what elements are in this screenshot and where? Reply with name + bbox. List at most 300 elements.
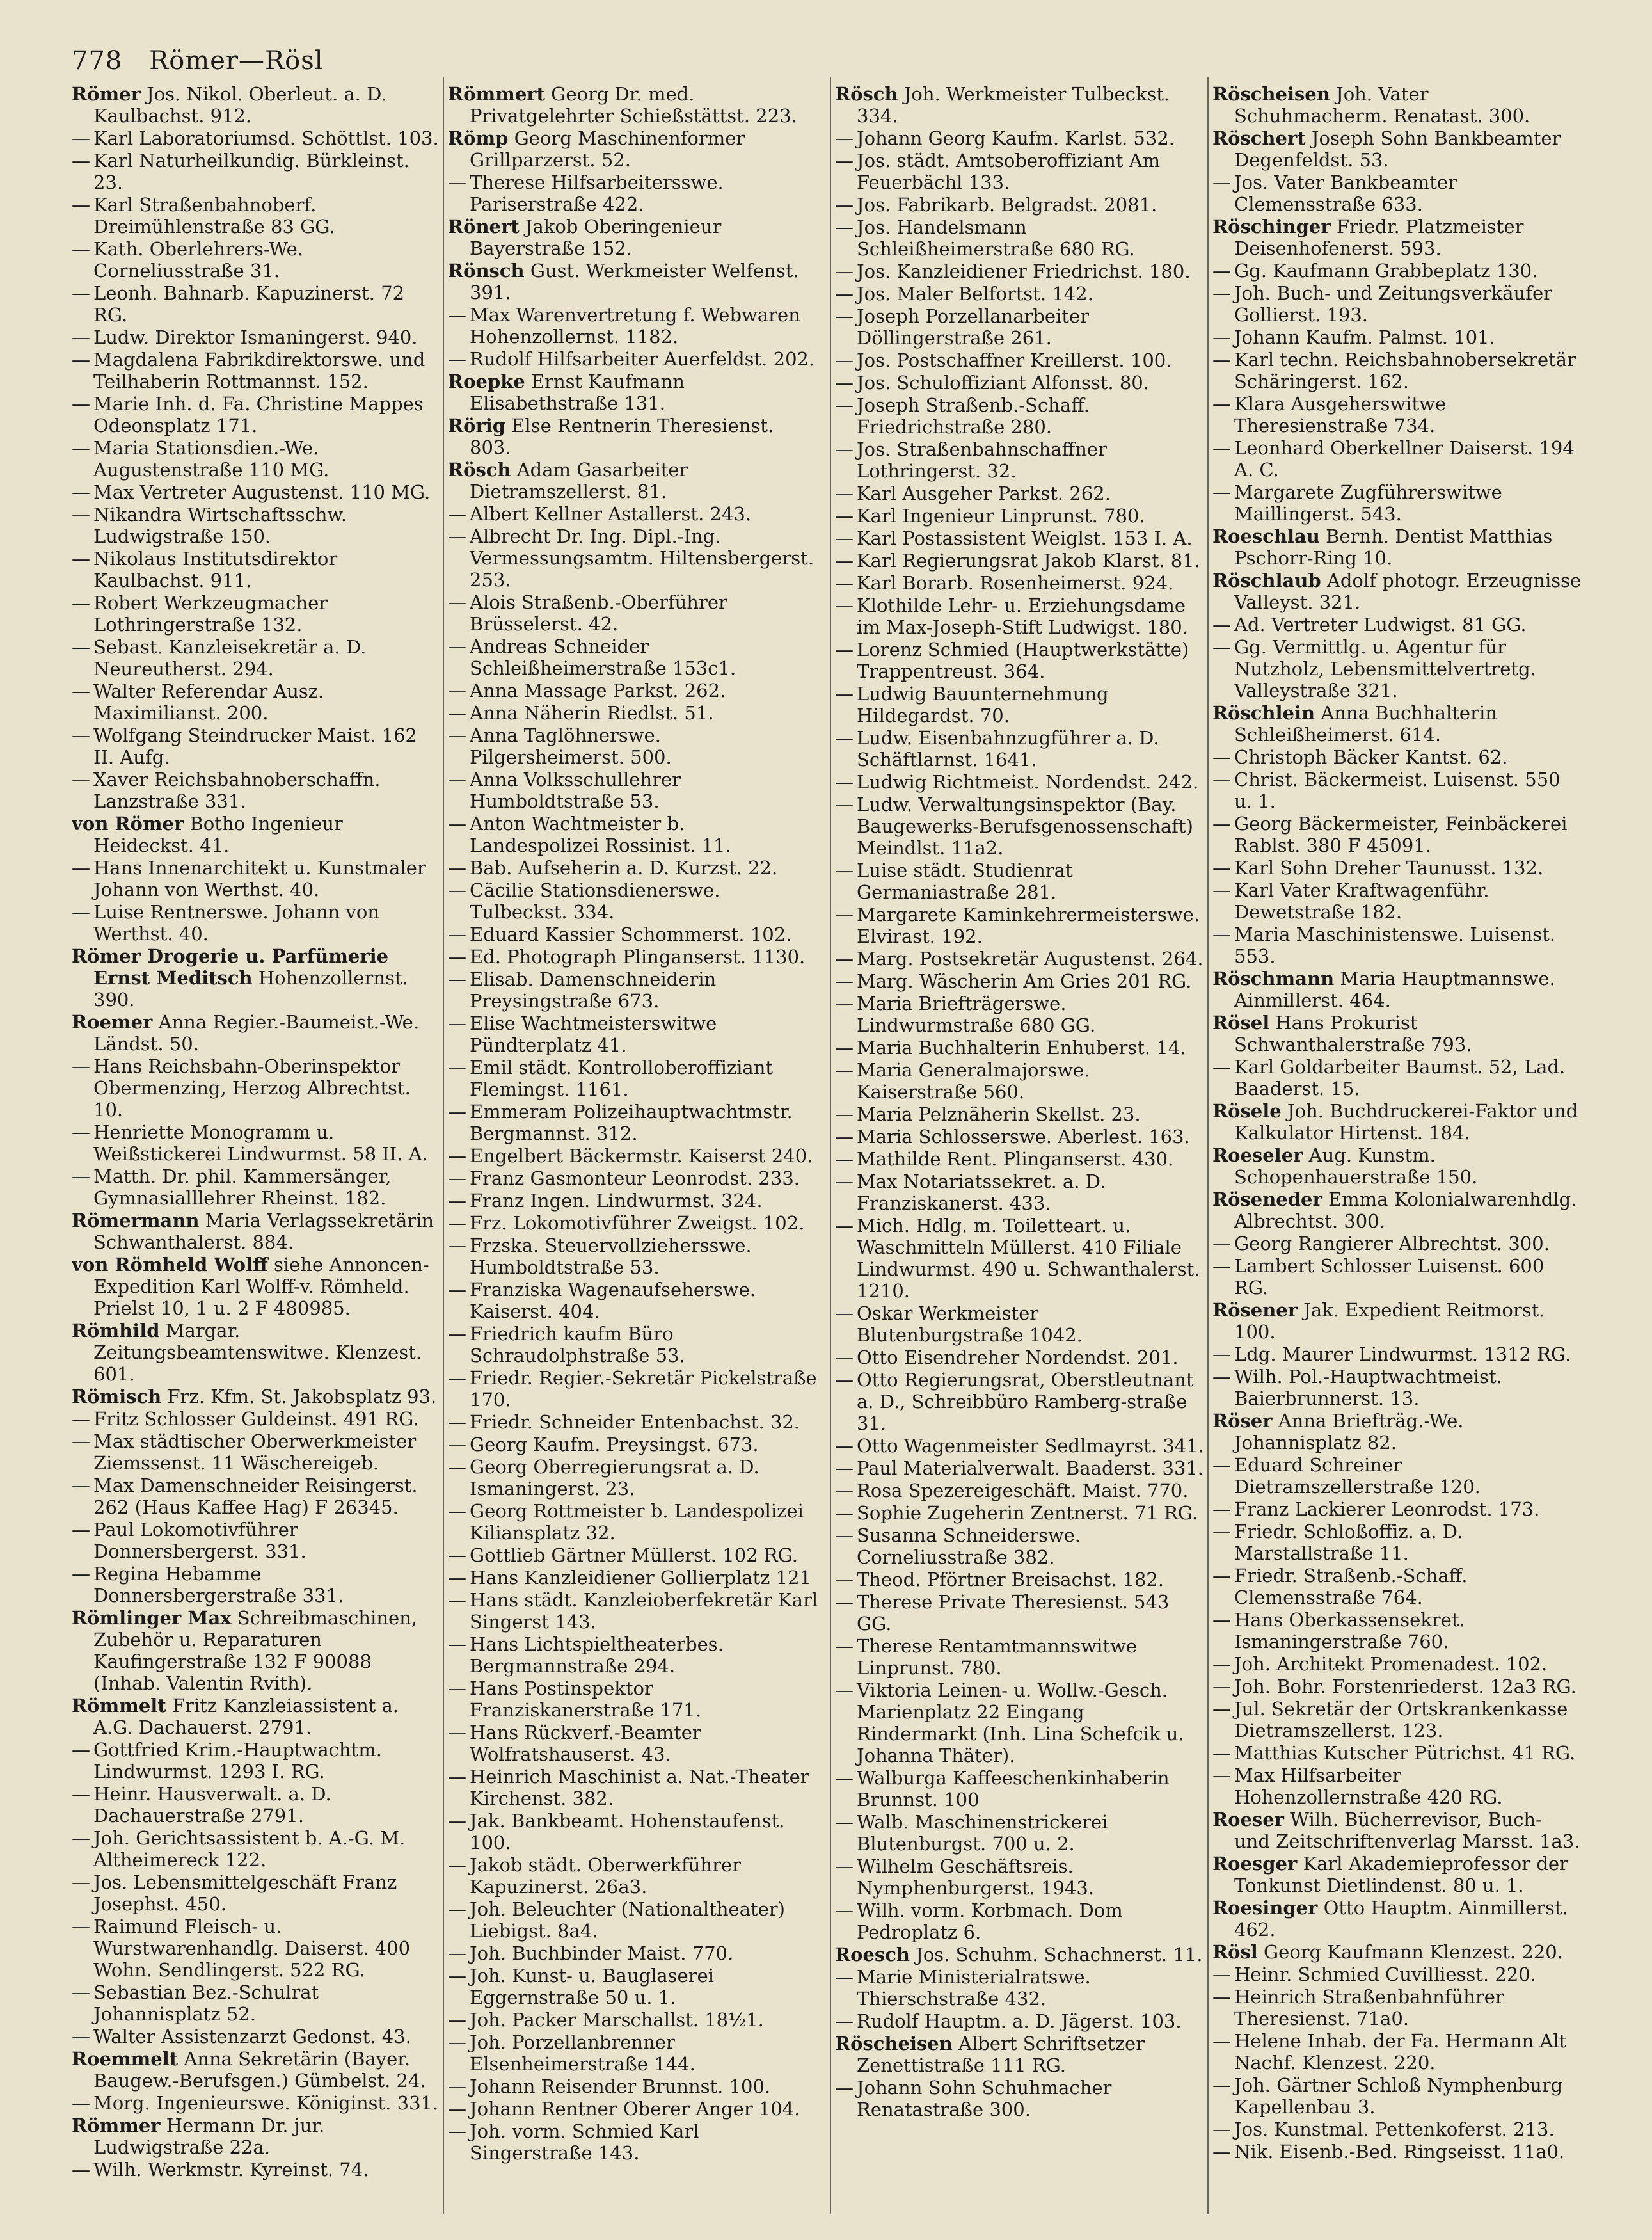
ditto-dash: —: [1212, 1653, 1231, 1675]
ditto-dash: —: [448, 1766, 466, 1788]
ditto-dash: —: [1212, 1742, 1231, 1764]
ditto-dash: —: [72, 857, 90, 879]
surname-heading: Röscheisen: [1212, 83, 1330, 105]
directory-entry: [448, 924, 819, 945]
directory-entry: [448, 1898, 819, 1942]
directory-entry: [835, 1524, 1206, 1568]
entry-text: Elisab. Damenschneiderin Preysingstraße 673.: [470, 968, 717, 1012]
directory-entry: [72, 1871, 443, 1915]
ditto-dash: —: [1212, 746, 1231, 768]
ditto-dash: —: [448, 813, 466, 835]
directory-entry: [448, 2009, 819, 2031]
surname-heading: von Römheld Wolff: [72, 1254, 268, 1276]
entry-text: Frz. Kfm. St. Jakobsplatz 93.: [167, 1386, 437, 1407]
entry-text: Walburga Kaffeeschenkinhaberin Brunnst. 100: [857, 1767, 1170, 1811]
ditto-dash: —: [72, 724, 90, 746]
directory-entry: [1212, 2074, 1584, 2118]
ditto-dash: —: [1212, 857, 1231, 879]
ditto-dash: —: [835, 1502, 854, 1524]
entry-text: Georg Kaufm. Preysingst. 673.: [470, 1434, 759, 1455]
entry-text: Rudolf Hauptm. a. D. Jägerst. 103.: [857, 2010, 1182, 2032]
entry-text: Matthias Kutscher Pütrichst. 41 RG.: [1234, 1742, 1576, 1764]
entry-text: Wilh. Werkmstr. Kyreinst. 74.: [93, 2159, 369, 2180]
entry-text: Max Damenschneider Reisingerst. 262 (Haus Kaffee Hag) F 26345.: [93, 1475, 418, 1518]
ditto-dash: —: [448, 1567, 466, 1588]
entry-text: Nikandra Wirtschaftsschw. Ludwigstraße 150.: [93, 504, 347, 547]
directory-entry: [835, 1457, 1206, 1479]
directory-entry: [72, 901, 443, 945]
ditto-dash: —: [72, 1563, 90, 1585]
directory-entry: [1212, 769, 1584, 812]
directory-entry: [1212, 2030, 1584, 2074]
directory-entry: [448, 857, 819, 879]
ditto-dash: —: [448, 1057, 466, 1078]
directory-entry: [448, 459, 819, 502]
directory-entry: [835, 2077, 1206, 2120]
directory-entry: [1212, 1853, 1584, 1896]
directory-entry: [835, 372, 1206, 394]
entry-text: Jos. Fabrikarb. Belgradst. 2081.: [857, 194, 1157, 216]
directory-entry: [448, 636, 819, 679]
surname-heading: Rörig: [448, 415, 506, 436]
entry-text: Franz Lackierer Leonrodst. 173.: [1234, 1498, 1540, 1520]
directory-entry: [72, 1386, 443, 1407]
directory-entry: [835, 127, 1206, 149]
entry-text: Frzska. Steuervollziehersswe. Humboldtstraße 53.: [470, 1235, 752, 1278]
ditto-dash: —: [448, 968, 466, 990]
entry-text: Aug. Kunstm. Schopenhauerstraße 150.: [1234, 1144, 1478, 1188]
entry-text: Jos. Kanzleidiener Friedrichst. 180.: [857, 260, 1191, 282]
directory-entry: [448, 879, 819, 923]
directory-entry: [835, 1215, 1206, 1302]
entry-text: Georg Rottmeister b. Landespolizei Kiliansplatz 32.: [470, 1500, 804, 1544]
entry-text: Heinr. Hausverwalt. a. D. Dachauerstraße 2791.: [93, 1783, 331, 1827]
directory-entry: [448, 1722, 819, 1765]
directory-entry: [1212, 1188, 1584, 1232]
directory-entry: [835, 1103, 1206, 1125]
entry-text: Gottfried Krim.-Hauptwachtm. Lindwurmst. 1293 I. RG.: [93, 1739, 382, 1782]
surname-heading: Roesch: [835, 1944, 910, 1965]
entry-text: Walb. Maschinenstrickerei Blutenburgst. 700 u. 2.: [857, 1811, 1108, 1855]
entry-text: Anna Regier.-Baumeist.-We. Ländst. 50.: [93, 1011, 420, 1055]
ditto-dash: —: [448, 1810, 466, 1832]
entry-text: Ludw. Eisenbahnzugführer a. D. Schäftlarnst. 1641.: [857, 727, 1159, 771]
directory-entry: [1212, 83, 1584, 127]
directory-entry: [835, 1679, 1206, 1766]
directory-entry: [835, 1347, 1206, 1368]
directory-entry: [448, 1810, 819, 1853]
entry-text: Georg Maschinenformer Grillparzerst. 52.: [470, 127, 745, 171]
entry-text: Luise Rentnerswe. Johann von Werthst. 40.: [93, 901, 379, 945]
directory-entry: [1212, 1609, 1584, 1652]
directory-entry: [72, 724, 443, 768]
entry-text: Nikolaus Institutsdirektor Kaulbachst. 911.: [93, 548, 338, 591]
entry-text: Jos. städt. Amtsoberoffiziant Am Feuerbächl 133.: [857, 150, 1161, 193]
directory-entry: [72, 548, 443, 591]
directory-entry: [835, 727, 1206, 771]
surname-heading: Römp: [448, 127, 509, 149]
entry-text: Anna Briefträg.-We. Johannisplatz 82.: [1234, 1410, 1464, 1453]
ditto-dash: —: [1212, 813, 1231, 835]
directory-entry: [1212, 857, 1584, 879]
entry-text: Georg Oberregierungsrat a. D. Ismaningerst. 23.: [470, 1456, 759, 1500]
column-divider: [443, 77, 444, 2214]
surname-heading: Römlinger Max: [72, 1607, 232, 1629]
entry-text: Johann Reisender Brunnst. 100.: [470, 2076, 771, 2097]
entry-text: Joh. Architekt Promenadest. 102.: [1234, 1653, 1548, 1675]
directory-entry: [448, 348, 819, 370]
ditto-dash: —: [448, 636, 466, 657]
entry-text: Georg Kaufmann Klenzest. 220.: [1264, 1941, 1563, 1963]
directory-entry: [1212, 813, 1584, 856]
ditto-dash: —: [835, 639, 854, 660]
directory-entry: [72, 1563, 443, 1606]
entry-text: Anton Wachtmeister b. Landespolizei Rossinist. 11.: [470, 813, 731, 856]
ditto-dash: —: [72, 150, 90, 172]
entry-text: Luise städt. Studienrat Germaniastraße 281.: [857, 860, 1073, 903]
entry-text: Anna Näherin Riedlst. 51.: [470, 702, 714, 724]
directory-entry: [448, 1766, 819, 1809]
ditto-dash: —: [1212, 1698, 1231, 1720]
directory-entry: [1212, 1012, 1584, 1055]
ditto-dash: —: [835, 1302, 854, 1324]
entry-text: Susanna Schneiderswe. Corneliusstraße 382.: [857, 1524, 1081, 1568]
ditto-dash: —: [72, 1739, 90, 1761]
entry-text: Friedr. Schloßoffiz. a. D. Marstallstraße 11.: [1234, 1521, 1463, 1564]
ditto-dash: —: [1212, 636, 1231, 658]
ditto-dash: —: [72, 769, 90, 790]
surname-heading: Rösch: [835, 83, 898, 105]
entry-text: Emma Kolonialwarenhdlg. Albrechtst. 300.: [1234, 1188, 1577, 1232]
entry-text: Jos. Vater Bankbeamter Clemensstraße 633.: [1234, 172, 1457, 215]
directory-entry: [72, 2092, 443, 2114]
entry-text: Albrecht Dr. Ing. Dipl.-Ing. Vermessungsamtm. Hiltensbergerst. 253.: [470, 525, 814, 591]
entry-text: Joh. Packer Marschallst. 18½1.: [470, 2009, 764, 2031]
ditto-dash: —: [835, 1347, 854, 1368]
ditto-dash: —: [72, 2026, 90, 2047]
entry-text: Elise Wachtmeisterswitwe Pündterplatz 41.: [470, 1012, 717, 1056]
entry-text: Joh. Kunst- u. Bauglaserei Eggernstraße 50 u. 1.: [470, 1965, 714, 2008]
entry-text: Otto Regierungsrat, Oberstleutnant a. D., Schreibbüro Ramberg-straße 31.: [857, 1369, 1194, 1434]
directory-entry: [72, 769, 443, 812]
directory-entry: [448, 2098, 819, 2120]
ditto-dash: —: [448, 1544, 466, 1566]
entry-text: Therese Rentamtmannswitwe Linprunst. 780.: [857, 1635, 1138, 1679]
directory-entry: [1212, 349, 1584, 392]
ditto-dash: —: [835, 572, 854, 594]
entry-text: Botho Ingenieur Heideckst. 41.: [93, 813, 343, 856]
entry-text: Margar. Zeitungsbeamtenswitwe. Klenzest. 601.: [93, 1320, 422, 1385]
directory-entry: [448, 1323, 819, 1366]
directory-entry: [72, 1783, 443, 1827]
ditto-dash: —: [448, 924, 466, 945]
ditto-dash: —: [835, 1524, 854, 1546]
ditto-dash: —: [835, 1103, 854, 1125]
directory-entry: [1212, 1986, 1584, 2029]
entry-text: Frz. Lokomotivführer Zweigst. 102.: [470, 1212, 805, 1234]
entry-text: Anna Volksschullehrer Humboldtstraße 53.: [470, 769, 681, 812]
entry-text: Georg Bäckermeister, Feinbäckerei Rablst. 380 F 45091.: [1234, 813, 1568, 856]
directory-entry: [72, 1320, 443, 1385]
directory-entry: [72, 1519, 443, 1562]
directory-entry: [448, 813, 819, 856]
surname-heading: Roeseler: [1212, 1144, 1303, 1166]
entry-text: Jos. Maler Belfortst. 142.: [857, 283, 1093, 305]
ditto-dash: —: [835, 305, 854, 327]
surname-heading: Rönsch: [448, 260, 525, 282]
entry-text: Hans Postinspektor Franziskanerstraße 171.: [470, 1677, 701, 1721]
ditto-dash: —: [835, 1591, 854, 1613]
ditto-dash: —: [835, 993, 854, 1014]
ditto-dash: —: [1212, 1676, 1231, 1697]
directory-entry: [448, 1942, 819, 1964]
entry-text: Karl Goldarbeiter Baumst. 52, Lad. Baaderst. 15.: [1234, 1056, 1566, 1100]
directory-entry: [835, 1502, 1206, 1524]
directory-entry: [448, 1145, 819, 1167]
entry-text: Albert Kellner Astallerst. 243.: [470, 503, 752, 525]
directory-entry: [1212, 1366, 1584, 1409]
ditto-dash: —: [448, 1898, 466, 1920]
ditto-dash: —: [835, 505, 854, 527]
directory-entry: [1212, 1454, 1584, 1498]
ditto-dash: —: [835, 394, 854, 416]
surname-heading: Rösener: [1212, 1299, 1298, 1321]
surname-heading: Roemer: [72, 1011, 153, 1033]
directory-entry: [1212, 879, 1584, 923]
entry-text: Karl Laboratoriumsd. Schöttlst. 103.: [93, 127, 439, 149]
directory-entry: [1212, 2118, 1584, 2140]
ditto-dash: —: [1212, 1056, 1231, 1078]
ditto-dash: —: [72, 1430, 90, 1452]
directory-entry: [835, 260, 1206, 282]
entry-text: Leonhard Oberkellner Daiserst. 194 A. C.: [1234, 437, 1575, 481]
entry-text: Friedr. Straßenb.-Schaff. Clemensstraße 764.: [1234, 1565, 1468, 1608]
directory-entry: [835, 639, 1206, 682]
ditto-dash: —: [448, 503, 466, 525]
ditto-dash: —: [72, 548, 90, 570]
entry-text: Johann Sohn Schuhmacher Renatastraße 300.: [857, 2077, 1112, 2120]
directory-entry: [1212, 216, 1584, 259]
ditto-dash: —: [448, 525, 466, 547]
directory-entry: [835, 2010, 1206, 2032]
directory-entry: [448, 172, 819, 215]
entry-text: Gg. Kaufmann Grabbeplatz 130.: [1234, 260, 1538, 282]
entry-text: Christ. Bäckermeist. Luisenst. 550 u. 1.: [1234, 769, 1561, 812]
ditto-dash: —: [835, 2010, 854, 2032]
entry-text: Cäcilie Stationsdienerswe. Tulbeckst. 334.: [470, 879, 720, 923]
ditto-dash: —: [835, 1171, 854, 1192]
surname-heading: Roeser: [1212, 1809, 1284, 1830]
directory-entry: [835, 1037, 1206, 1059]
entry-text: Johann Georg Kaufm. Karlst. 532.: [857, 127, 1175, 149]
entry-text: Heinrich Straßenbahnführer Theresienst. 71a0.: [1234, 1986, 1504, 2029]
ditto-dash: —: [448, 2120, 466, 2142]
ditto-dash: —: [835, 683, 854, 705]
entry-text: Lorenz Schmied (Hauptwerkstätte) Trappentreust. 364.: [857, 639, 1189, 682]
directory-entry: [1212, 260, 1584, 282]
entry-text: Bab. Aufseherin a. D. Kurzst. 22.: [470, 857, 778, 879]
directory-entry: [1212, 968, 1584, 1011]
ditto-dash: —: [448, 1633, 466, 1655]
entry-text: Wilh. Bücherrevisor, Buch- und Zeitschriftenverlag Marsst. 1a3.: [1234, 1809, 1580, 1852]
directory-entry: [1212, 1653, 1584, 1675]
entry-text: Karl Ingenieur Linprunst. 780.: [857, 505, 1145, 527]
ditto-dash: —: [448, 1589, 466, 1611]
directory-entry: [72, 2159, 443, 2180]
directory-entry: [448, 525, 819, 591]
entry-text: Franz Ingen. Lindwurmst. 324.: [470, 1190, 763, 1212]
ditto-dash: —: [835, 771, 854, 793]
entry-text: Friedrich kaufm Büro Schraudolphstraße 53.: [470, 1323, 685, 1366]
entry-text: Ludw. Direktor Ismaningerst. 940.: [93, 326, 418, 348]
directory-entry: [72, 636, 443, 680]
ditto-dash: —: [835, 2077, 854, 2099]
directory-entry: [1212, 1100, 1584, 1144]
ditto-dash: —: [448, 702, 466, 724]
directory-entry: [835, 1059, 1206, 1103]
directory-entry: [1212, 1410, 1584, 1453]
ditto-dash: —: [835, 372, 854, 394]
directory-entry: [72, 127, 443, 149]
directory-entry: [72, 194, 443, 237]
entry-text: Lambert Schlosser Luisenst. 600 RG.: [1234, 1255, 1545, 1299]
entry-text: Marie Inh. d. Fa. Christine Mappes Odeonsplatz 171.: [93, 393, 424, 436]
entry-text: Jak. Expedient Reitmorst. 100.: [1234, 1299, 1545, 1343]
entry-text: Joh. Gerichtsassistent b. A.-G. M. Altheimereck 122.: [93, 1827, 406, 1871]
entry-text: Sebastian Bez.-Schulrat Johannisplatz 52.: [93, 1981, 319, 2025]
entry-text: Marg. Wäscherin Am Gries 201 RG.: [857, 970, 1192, 992]
ditto-dash: —: [448, 1965, 466, 1987]
entry-text: Maria Pelznäherin Skellst. 23.: [857, 1103, 1141, 1125]
entry-text: Margarete Kaminkehrermeisterswe. Elvirast. 192.: [857, 904, 1200, 947]
directory-entry: [448, 1101, 819, 1144]
entry-text: Franz Gasmonteur Leonrodst. 233.: [470, 1167, 800, 1189]
directory-entry: [448, 83, 819, 127]
ditto-dash: —: [835, 904, 854, 925]
directory-entry: [1212, 2141, 1584, 2163]
directory-entry: [448, 2076, 819, 2097]
directory-entry: [448, 1012, 819, 1056]
ditto-dash: —: [835, 260, 854, 282]
entry-text: Otto Eisendreher Nordendst. 201.: [857, 1347, 1179, 1368]
surname-heading: Römer: [72, 83, 141, 105]
directory-entry: [835, 572, 1206, 594]
surname-heading: Römermann: [72, 1210, 200, 1231]
ditto-dash: —: [835, 1855, 854, 1877]
ditto-dash: —: [1212, 437, 1231, 459]
directory-entry: [448, 680, 819, 701]
directory-entry: [448, 371, 819, 414]
entry-text: Joh. Buch- und Zeitungsverkäufer Gollierst. 193.: [1234, 282, 1553, 326]
entry-text: Sebast. Kanzleisekretär a. D. Neureutherst. 294.: [93, 636, 367, 680]
directory-entry: [72, 1739, 443, 1782]
entry-text: Heinr. Schmied Cuvilliesst. 220.: [1234, 1964, 1536, 1985]
directory-entry: [448, 1965, 819, 2008]
entry-text: Maria Stationsdien.-We. Augustenstraße 110 MG.: [93, 437, 330, 481]
directory-entry: [448, 1567, 819, 1588]
directory-entry: [1212, 393, 1584, 436]
ditto-dash: —: [835, 1037, 854, 1059]
directory-entry: [835, 505, 1206, 527]
entry-text: Joh. vorm. Schmied Karl Singerstraße 143.: [470, 2120, 699, 2164]
ditto-dash: —: [835, 194, 854, 216]
entry-text: Karl techn. Reichsbahnobersekretär Schäringerst. 162.: [1234, 349, 1576, 392]
entry-text: Ldg. Maurer Lindwurmst. 1312 RG.: [1234, 1343, 1571, 1365]
entry-text: Ad. Vertreter Ludwigst. 81 GG.: [1234, 614, 1527, 636]
directory-entry: [72, 1055, 443, 1121]
ditto-dash: —: [835, 1966, 854, 1988]
entry-text: Johann Kaufm. Palmst. 101.: [1234, 326, 1495, 348]
directory-entry: [1212, 1742, 1584, 1764]
ditto-dash: —: [835, 727, 854, 749]
directory-entry: [72, 592, 443, 636]
directory-entry: [448, 1367, 819, 1411]
surname-heading: Römhild: [72, 1320, 160, 1341]
ditto-dash: —: [448, 1500, 466, 1522]
ditto-dash: —: [448, 1012, 466, 1034]
directory-entry: [1212, 1764, 1584, 1808]
ditto-dash: —: [835, 595, 854, 616]
directory-entry: [1212, 570, 1584, 613]
page-number: 778: [72, 46, 123, 76]
entry-text: Hans Prokurist Schwanthalerstraße 793.: [1234, 1012, 1472, 1055]
directory-entry: [448, 724, 819, 768]
entry-text: Jakob Oberingenieur Bayerstraße 152.: [470, 216, 722, 259]
directory-entry: [835, 349, 1206, 371]
entry-text: Heinrich Maschinist a. Nat.-Theater Kirchenst. 382.: [470, 1766, 809, 1809]
entry-text: Viktoria Leinen- u. Wollw.-Gesch. Marienplatz 22 Eingang Rindermarkt (Inh. Lina Schefcik u. Johanna Thäter).: [857, 1679, 1184, 1766]
ditto-dash: —: [1212, 1764, 1231, 1786]
directory-entry: [835, 1811, 1206, 1855]
entry-text: Franziska Wagenaufseherswe. Kaiserst. 404.: [470, 1279, 756, 1322]
ditto-dash: —: [448, 1722, 466, 1743]
directory-entry: [1212, 702, 1584, 746]
entry-text: Morg. Ingenieurswe. Königinst. 331.: [93, 2092, 439, 2114]
ditto-dash: —: [1212, 1233, 1231, 1254]
entry-text: Wilhelm Geschäftsreis. Nymphenburgerst. 1943.: [857, 1855, 1095, 1899]
directory-entry: [1212, 1056, 1584, 1100]
ditto-dash: —: [448, 1145, 466, 1167]
ditto-dash: —: [72, 1981, 90, 2003]
ditto-dash: —: [1212, 172, 1231, 193]
entry-text: Ludw. Verwaltungsinspektor (Bay. Baugewerks-Berufsgenossenschaft) Meindlst. 11a2.: [857, 794, 1193, 859]
ditto-dash: —: [835, 1059, 854, 1081]
surname-heading: Roeschlau: [1212, 525, 1320, 547]
ditto-dash: —: [72, 1519, 90, 1540]
directory-entry: [72, 1121, 443, 1165]
entry-text: Joh. Buchbinder Maist. 770.: [470, 1942, 734, 1964]
entry-text: Rosa Spezereigeschäft. Maist. 770.: [857, 1480, 1189, 1501]
directory-entry: [72, 1916, 443, 1981]
ditto-dash: —: [72, 1121, 90, 1143]
entry-text: Walter Assistenzarzt Gedonst. 43.: [93, 2026, 411, 2047]
entry-text: Karl Naturheilkundig. Bürkleinst. 23.: [93, 150, 409, 193]
entry-text: Jos. Handelsmann Schleißheimerstraße 680 RG.: [857, 216, 1135, 260]
directory-entry: [835, 216, 1206, 260]
ditto-dash: —: [835, 1435, 854, 1457]
entry-text: Friedr. Platzmeister Deisenhofenerst. 593.: [1234, 216, 1524, 259]
entry-text: Joh. Gärtner Schloß Nymphenburg Kapellenbau 3.: [1234, 2074, 1563, 2118]
ditto-dash: —: [1212, 260, 1231, 282]
entry-text: Matth. Dr. phil. Kammersänger, Gymnasialllehrer Rheinst. 182.: [93, 1165, 392, 1209]
directory-entry: [1212, 1498, 1584, 1520]
directory-entry: [448, 1212, 819, 1234]
ditto-dash: —: [1212, 1986, 1231, 2008]
directory-entry: [1212, 1897, 1584, 1940]
ditto-dash: —: [448, 1101, 466, 1123]
entry-text: Eduard Schreiner Dietramszellerstraße 120.: [1234, 1454, 1481, 1498]
entry-text: Maria Hauptmannswe. Ainmillerst. 464.: [1234, 968, 1555, 1011]
